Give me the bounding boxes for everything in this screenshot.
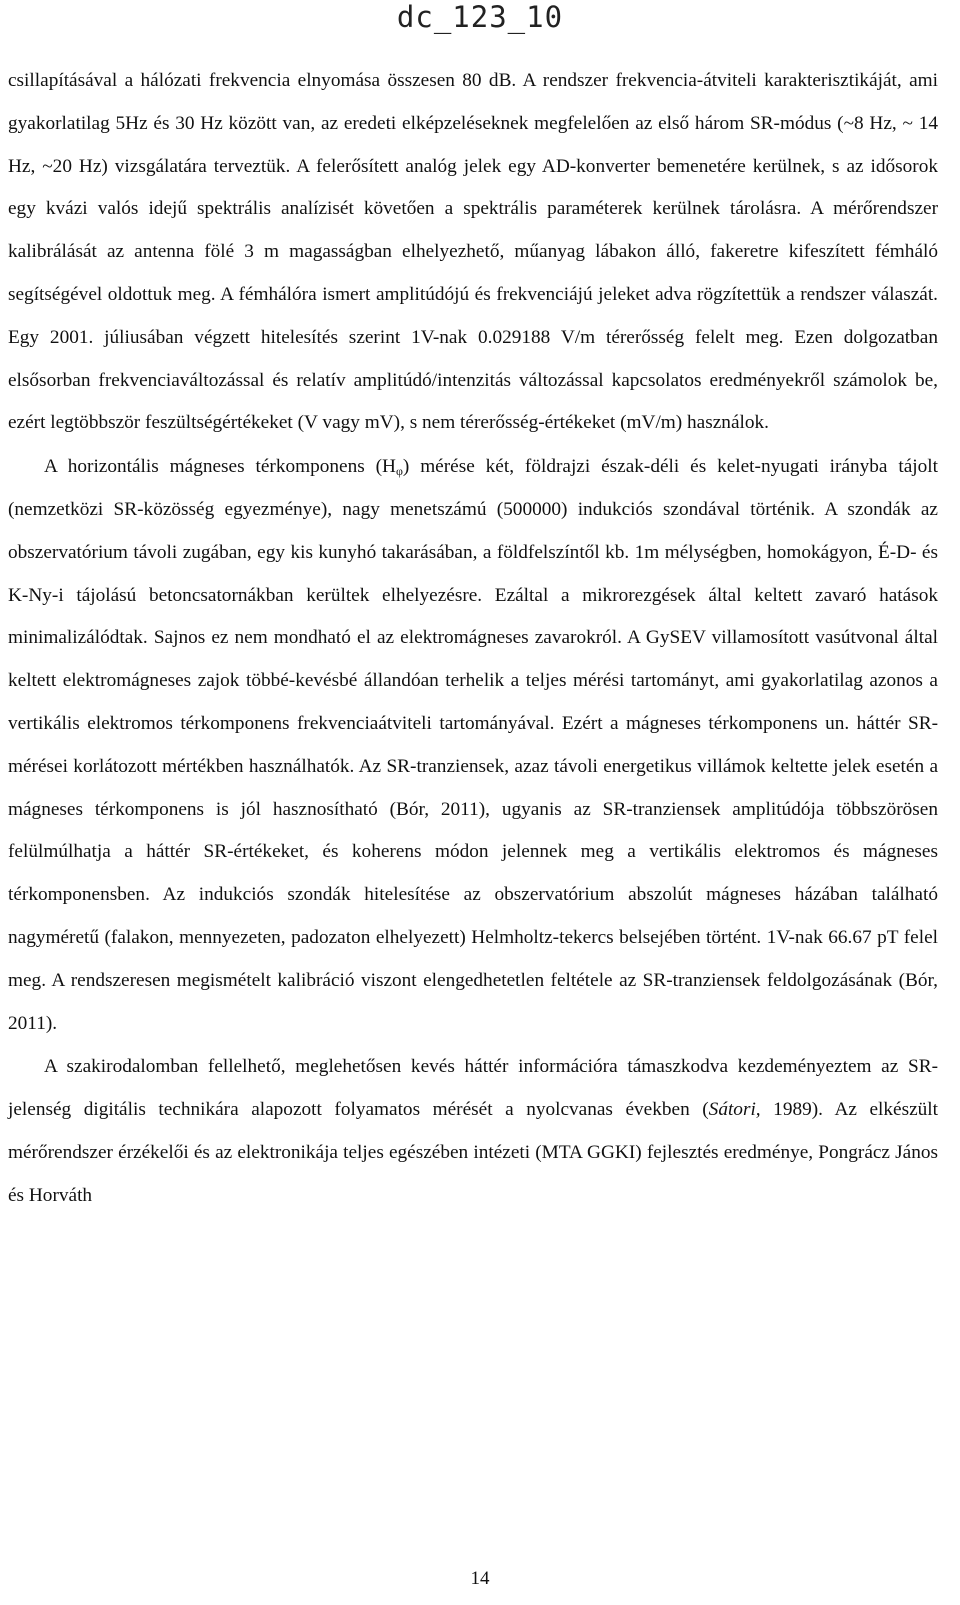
paragraph-3-rest: 1989). Az elkészült mérőrendszer érzékelői és az elektronikája teljes egészében intézeti (MTA GGKI) fejlesztés eredménye, Pongrácz János és Horváth <box>8 1099 939 1206</box>
paragraph-2-rest: ) mérése két, földrajzi észak-déli és kelet-nyugati irányba tájolt (nemzetközi SR-közösség egyezménye), nagy menetszámú (500000) indukciós szondával történik. A szondák az obszervatórium távoli zugában, egy kis kunyhó takarásában, a földfelszíntől kb. 1m mélységben, homokágyon, É-D- és K-Ny-i tájolású betoncsatornákban kerültek elhelyezésre. Ezáltal a mikrorezgések által keltett zavaró hatások minimalizálódtak. Sajnos ez nem mondható el az elektromágneses zavarokról. A GySEV villamosított vasútvonal által keltett elektromágneses zajok többé-kevésbé állandóan terhelik a teljes mérési tartományt, ami gyakorlatilag azonos a vertikális elektromos térkomponens frekvenciaátviteli tartományával. Ezért a mágneses térkomponens un. háttér SR-mérései korlátozott mértékben használhatók. Az SR-tranziensek, azaz távoli energetikus villámok keltette jelek esetén a mágneses térkomponens is jól hasznosítható (Bór, 2011), ugyanis az SR-tranziensek amplitúdója többszörösen felülmúlhatja a háttér SR-értékeket, és koherens módon jelennek meg a vertikális elektromos és mágneses térkomponensben. Az indukciós szondák hitelesítése az obszervatórium abszolút mágneses házában található nagyméretű (falakon, mennyezeten, padozaton elhelyezett) Helmholtz-tekercs belsejében történt. 1V-nak 66.67 pT felel meg. A rendszeresen megismételt kalibráció viszont elengedhetetlen feltétele az SR-tranziensek feldolgozásának (Bór, 2011). <box>8 456 938 1034</box>
phi-subscript: φ <box>395 464 403 479</box>
paragraph-2 <box>8 446 938 1045</box>
citation-author: Sátori, <box>708 1099 761 1121</box>
paragraph-2-start: A horizontális mágneses térkomponens (H <box>44 456 396 478</box>
body-text <box>8 60 938 1218</box>
paragraph-3 <box>8 1046 938 1217</box>
paragraph-1: csillapításával a hálózati frekvencia elnyomása összesen 80 dB. A rendszer frekvencia-átviteli karakterisztikáját, ami gyakorlatilag 5Hz és 30 Hz között van, az eredeti elképzeléseknek megfelelően az első három SR-módus (~8 Hz, ~ 14 Hz, ~20 Hz) vizsgálatára terveztük. A felerősített analóg jelek egy AD-konverter bemenetére kerülnek, s az idősorok egy kvázi valós idejű spektrális analízisét követően a spektrális paraméterek kerülnek tárolásra. A mérőrendszer kalibrálását az antenna fölé 3 m magasságban elhelyezhető, műanyag lábakon álló, fakeretre kifeszített fémháló segítségével oldottuk meg. A fémhálóra ismert amplitúdójú és frekvenciájú jeleket adva rögzítettük a rendszer válaszát. Egy 2001. júliusában végzett hitelesítés szerint 1V-nak 0.029188 V/m térerősség felelt meg. Ezen dolgozatban elsősorban frekvenciaváltozással és relatív amplitúdó/intenzitás változással kapcsolatos eredményekről számolok be, ezért legtöbbször feszültségértékeket (V vagy mV), s nem térerősség-értékeket (mV/m) használok. <box>8 70 938 434</box>
page-number: 14 <box>470 1568 490 1589</box>
document-id-header: dc_123_10 <box>396 0 564 34</box>
paragraph-3-start: A szakirodalomban fellelhető, meglehetősen kevés háttér információra támaszkodva kezdeményeztem az SR-jelenség digitális technikára alapozott folyamatos mérését a nyolcvanas években ( <box>8 1056 938 1121</box>
